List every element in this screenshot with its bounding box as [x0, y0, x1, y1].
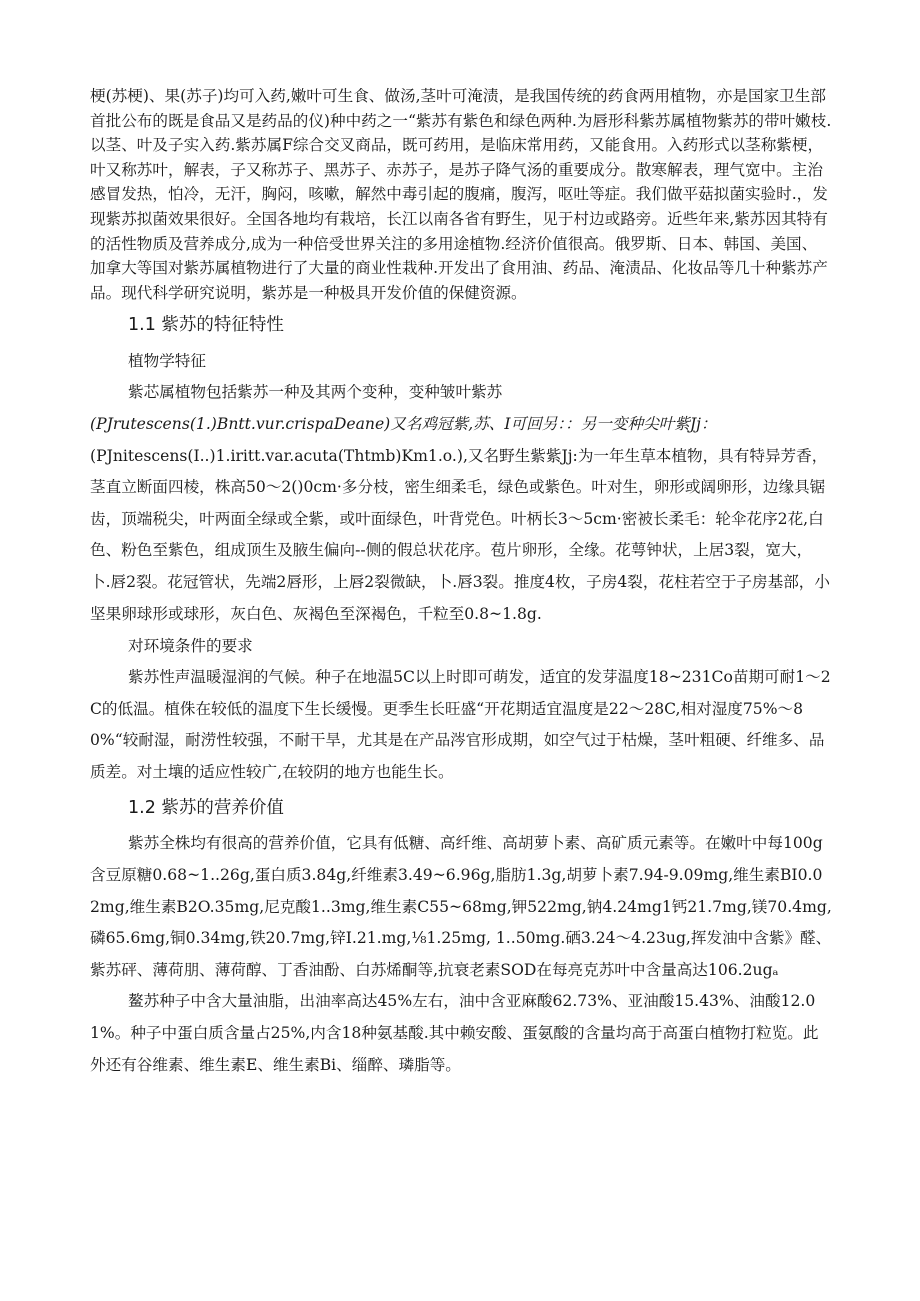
paragraph-nutrition: 紫苏全株均有很高的营养价值，它具有低糖、高纤维、高胡萝卜素、高矿质元素等。在嫩叶中每100g含豆原糖0.68~1..26g,蛋白质3.84g,纤维素3.49~6.96g,脂肪1.3g,胡萝卜素7.94-9.09mg,维生素BI0.02mg,维生素B2O.35mg,尼克酸1..3mg,维生素C55~68mg,钾522mg,钠4.24mg1钙21.7mg,镁70.4mg,磷65.6mg,铜0.34mg,铁20.7mg,锌I.21.mg,⅛1.25mg, 1..50mg.硒3.24〜4.23ug,挥发油中含紫》醛、紫苏砰、薄荷朋、薄荷醇、丁香油酚、白苏烯酮等,抗衰老素SOD在每亮克苏叶中含量高达106.2ugₐ	[90, 834, 832, 979]
paragraph-variety-acuta: (PJnitescens(I..)1.iritt.var.acuta(Thtmb)Km1.o.),又名野生紫紫Jj:为一年生草本植物，具有特异芳香，茎直立断面四棱，株高50〜2()0cm·多分枝，密生细柔毛，绿色或紫色。叶对生，卵形或阔卵形，边缘具锯齿，顶端税尖，叶两面全绿或全紫，或叶面绿色，叶背党色。叶柄长3〜5cm·密被长柔毛：轮伞花序2花,白色、粉色至紫色，组成顶生及腋生偏向--侧的假总状花序。苞片卵形，全缘。花萼钟状，上居3裂，宽大，卜.唇2裂。花冠管状，先端2唇形，上唇2裂微缺，卜.唇3裂。推度4枚，子房4裂，花柱若空于子房基部，小坚果卵球形或球形，灰白色、灰褐色至深褐色，千粒至0.8~1.8g.	[90, 446, 830, 623]
paragraph-environment: 紫苏性声温暖湿润的气候。种子在地温5C以上时即可萌发，适宜的发芽温度18~231Co苗期可耐1〜2C的低温。植侏在较低的温度下生长缓慢。更季生长旺盛“开花期适宜温度是22〜28C,相对湿度75%〜80%“较耐湿，耐涝性较强，不耐干旱，尤其是在产品涔官形成期，如空气过于枯燥，茎叶粗硬、纤维多、品质差。对土壤的适应性较广,在较阴的地方也能生长。	[90, 668, 831, 781]
intro-paragraph: 梗(苏梗)、果(苏子)均可入药,嫩叶可生食、做汤,茎叶可淹渍，是我国传统的药食两用植物，亦是国家卫生部首批公布的既是食品又是药品的仪)种中药之一“紫苏有紫色和绿色两种.为唇形科紫苏属植物紫苏的带叶嫩枝.以茎、叶及子实入药.紫苏属F综合交叉商品，既可药用，是临床常用药，又能食用。入药形式以茎称紫梗，叶又称苏叶，解表，子又称苏子、黑苏子、赤苏子，是苏子降气汤的重要成分。散寒解表，理气宽中。主治感冒发热，怕冷，无汗，胸闷，咳嗽，解然中毒引起的腹痛，腹泻，呕吐等症。我们做平菇拟菌实验时.，发现紫苏拟菌效果很好。全国各地均有栽培，长江以南各省有野生，见于村边或路旁。近些年来,紫苏因其特有的活性物质及营养成分,成为一种倍受世界关注的多用途植物.经济价值很高。俄罗斯、日本、韩国、美国、加拿大等国对紫苏属植物进行了大量的商业性栽种.开发出了食用油、药品、淹渍品、化妆品等几十种紫苏产品。现代科学研究说明，紫苏是一种极具开发价值的保健资源。	[90, 87, 832, 302]
document-page	[90, 84, 832, 1081]
subheading-environment: 对环境条件的要求	[128, 637, 253, 656]
paragraph-genus: 紫芯属植物包括紫苏一种及其两个变种，变种皱叶紫苏	[128, 383, 503, 402]
paragraph-seed-oil: 鳌苏种子中含大量油脂，出油率高达45%左右，油中含亚麻酸62.73%、亚油酸15.43%、油酸12.01%。种子中蛋白质含量占25%,内含18种氨基酸.其中赖安酸、蛋氨酸的含量均高于高蛋白植物打粒览。此外还有谷维素、维生素E、维生素Bi、缁醉、璘脂等。	[90, 992, 819, 1074]
paragraph-variety-crispa: (PJrutescens(1.)Bntt.vur.crispaDeane)又名鸡冠紫,苏、I可回另：：另一变种尖叶紫Jj：	[90, 414, 717, 433]
section-heading-1-1: 1.1 紫苏的特征特性	[128, 315, 284, 336]
subheading-botanical-features: 植物学特征	[128, 352, 206, 371]
section-heading-1-2: 1.2 紫苏的营养价值	[128, 798, 284, 819]
